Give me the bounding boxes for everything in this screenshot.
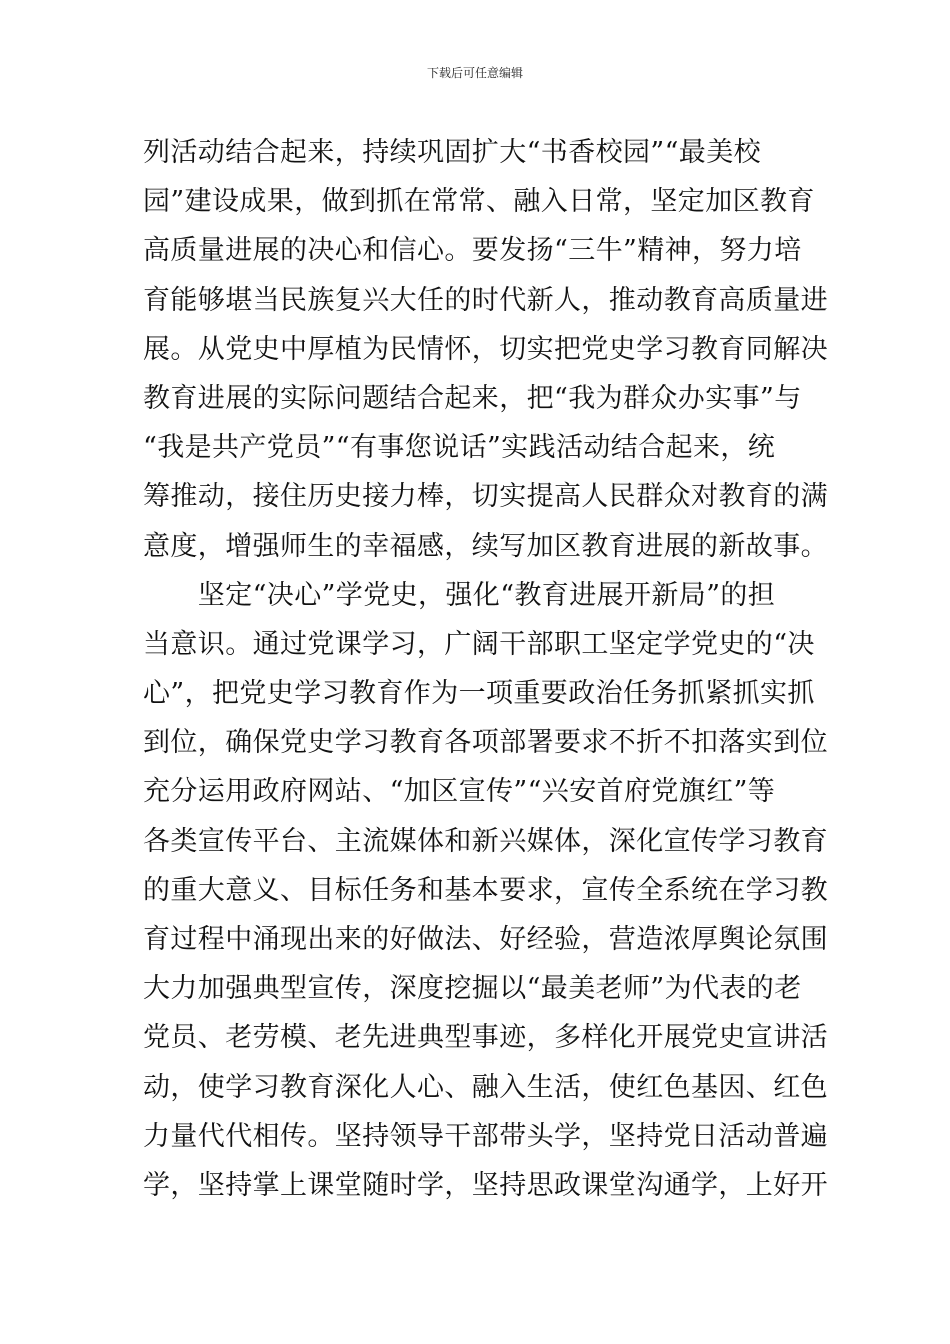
text-line: 展。从党史中厚植为民情怀，切实把党史学习教育同解决 <box>143 333 828 365</box>
text-line: 育过程中涌现出来的好做法、好经验，营造浓厚舆论氛围 <box>143 924 828 955</box>
text-line: 育能够堪当民族复兴大任的时代新人，推动教育高质量进 <box>143 284 828 316</box>
text-line: 学，坚持掌上课堂随时学，坚持思政课堂沟通学，上好开 <box>143 1169 828 1201</box>
page-header-note: 下载后可任意编辑 <box>426 66 523 80</box>
text-line: 当意识。通过党课学习，广阔干部职工坚定学党史的“决 <box>143 628 815 660</box>
text-line: 充分运用政府网站、“加区宣传”“兴安首府党旗红”等 <box>143 776 776 808</box>
text-line: 列活动结合起来，持续巩固扩大“书香校园”“最美校 <box>143 137 762 168</box>
text-line: 园”建设成果，做到抓在常常、融入日常，坚定加区教育 <box>143 186 815 218</box>
text-line: 动，使学习教育深化人心、融入生活，使红色基因、红色 <box>143 1071 828 1103</box>
text-line: 党员、老劳模、老先进典型事迹，多样化开展党史宣讲活 <box>143 1022 828 1054</box>
text-line: 教育进展的实际问题结合起来，把“我为群众办实事”与 <box>143 382 802 414</box>
text-line: 筹推动，接住历史接力棒，切实提高人民群众对教育的满 <box>143 481 828 513</box>
text-line: 大力加强典型宣传，深度挖掘以“最美老师”为代表的老 <box>143 973 802 1005</box>
text-line: 意度，增强师生的幸福感，续写加区教育进展的新故事。 <box>143 530 828 562</box>
text-line: 到位，确保党史学习教育各项部署要求不折不扣落实到位 <box>143 727 828 759</box>
text-line: 各类宣传平台、主流媒体和新兴媒体，深化宣传学习教育 <box>143 825 828 857</box>
paragraph-start-line: 坚定“决心”学党史，强化“教育进展开新局”的担 <box>143 579 776 611</box>
text-line: 高质量进展的决心和信心。要发扬“三牛”精神，努力培 <box>143 235 802 267</box>
document-body <box>143 128 828 1210</box>
text-line: 心”，把党史学习教育作为一项重要政治任务抓紧抓实抓 <box>143 678 815 710</box>
text-line: 的重大意义、目标任务和基本要求，宣传全系统在学习教 <box>143 874 828 906</box>
text-line: 力量代代相传。坚持领导干部带头学，坚持党日活动普遍 <box>143 1120 828 1152</box>
text-line: “我是共产党员”“有事您说话”实践活动结合起来，统 <box>143 432 776 464</box>
